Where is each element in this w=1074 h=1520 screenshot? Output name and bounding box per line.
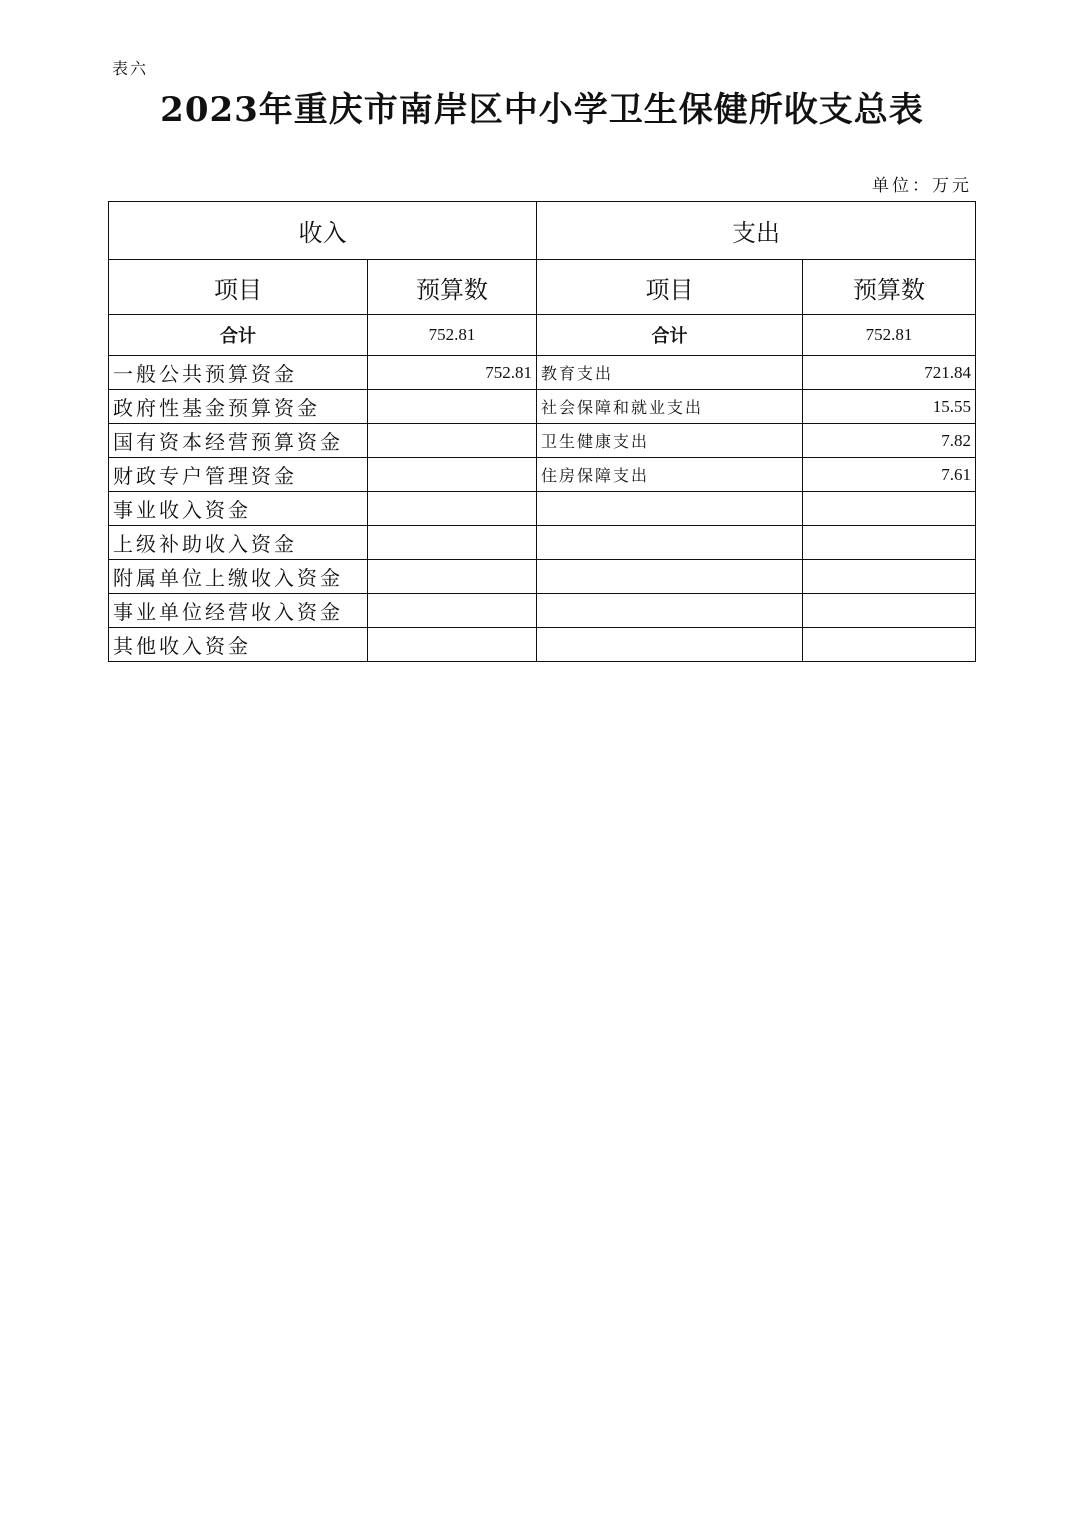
- table-body: [109, 202, 976, 662]
- expenditure-item-cell: 住房保障支出: [537, 458, 803, 492]
- expenditure-value-cell: 721.84: [803, 356, 976, 390]
- expenditure-total-label: 合计: [537, 315, 803, 356]
- table-row: [109, 390, 976, 424]
- total-row: [109, 315, 976, 356]
- table-row: [109, 594, 976, 628]
- income-item-cell: 事业收入资金: [109, 492, 368, 526]
- income-item-cell: 附属单位上缴收入资金: [109, 560, 368, 594]
- expenditure-value-cell: [803, 560, 976, 594]
- expenditure-value-cell: 7.82: [803, 424, 976, 458]
- expenditure-value-cell: 15.55: [803, 390, 976, 424]
- expenditure-value-cell: [803, 628, 976, 662]
- income-value-cell: [368, 560, 537, 594]
- table-row: [109, 560, 976, 594]
- expenditure-item-header: 项目: [537, 260, 803, 315]
- income-item-cell: 事业单位经营收入资金: [109, 594, 368, 628]
- unit-label: 单位：万元: [872, 176, 972, 196]
- income-group-header: 收入: [109, 202, 537, 260]
- expenditure-item-cell: [537, 492, 803, 526]
- table-row: [109, 424, 976, 458]
- expenditure-value-cell: [803, 526, 976, 560]
- table-row: [109, 628, 976, 662]
- income-value-cell: [368, 628, 537, 662]
- expenditure-item-cell: 卫生健康支出: [537, 424, 803, 458]
- expenditure-value-cell: [803, 594, 976, 628]
- expenditure-item-cell: [537, 594, 803, 628]
- income-item-cell: 一般公共预算资金: [109, 356, 368, 390]
- page-title: 2023年重庆市南岸区中小学卫生保健所收支总表: [160, 90, 924, 130]
- expenditure-item-cell: [537, 560, 803, 594]
- income-item-cell: 其他收入资金: [109, 628, 368, 662]
- table-row: [109, 492, 976, 526]
- income-item-cell: 政府性基金预算资金: [109, 390, 368, 424]
- income-item-header: 项目: [109, 260, 368, 315]
- income-value-cell: [368, 492, 537, 526]
- income-value-cell: 752.81: [368, 356, 537, 390]
- income-budget-header: 预算数: [368, 260, 537, 315]
- table-row: [109, 356, 976, 390]
- expenditure-value-cell: [803, 492, 976, 526]
- expenditure-item-cell: [537, 628, 803, 662]
- expenditure-group-header: 支出: [537, 202, 976, 260]
- income-value-cell: [368, 390, 537, 424]
- income-item-cell: 上级补助收入资金: [109, 526, 368, 560]
- expenditure-total-value: 752.81: [803, 315, 976, 356]
- expenditure-budget-header: 预算数: [803, 260, 976, 315]
- table-row: [109, 526, 976, 560]
- income-value-cell: [368, 526, 537, 560]
- expenditure-item-cell: 教育支出: [537, 356, 803, 390]
- table-row: [109, 458, 976, 492]
- column-header-row: [109, 260, 976, 315]
- income-item-cell: 国有资本经营预算资金: [109, 424, 368, 458]
- income-value-cell: [368, 458, 537, 492]
- income-expenditure-table: [108, 201, 976, 662]
- income-total-label: 合计: [109, 315, 368, 356]
- expenditure-item-cell: 社会保障和就业支出: [537, 390, 803, 424]
- income-item-cell: 财政专户管理资金: [109, 458, 368, 492]
- income-total-value: 752.81: [368, 315, 537, 356]
- income-value-cell: [368, 594, 537, 628]
- income-value-cell: [368, 424, 537, 458]
- expenditure-item-cell: [537, 526, 803, 560]
- group-header-row: [109, 202, 976, 260]
- expenditure-value-cell: 7.61: [803, 458, 976, 492]
- table-number-label: 表六: [112, 59, 149, 78]
